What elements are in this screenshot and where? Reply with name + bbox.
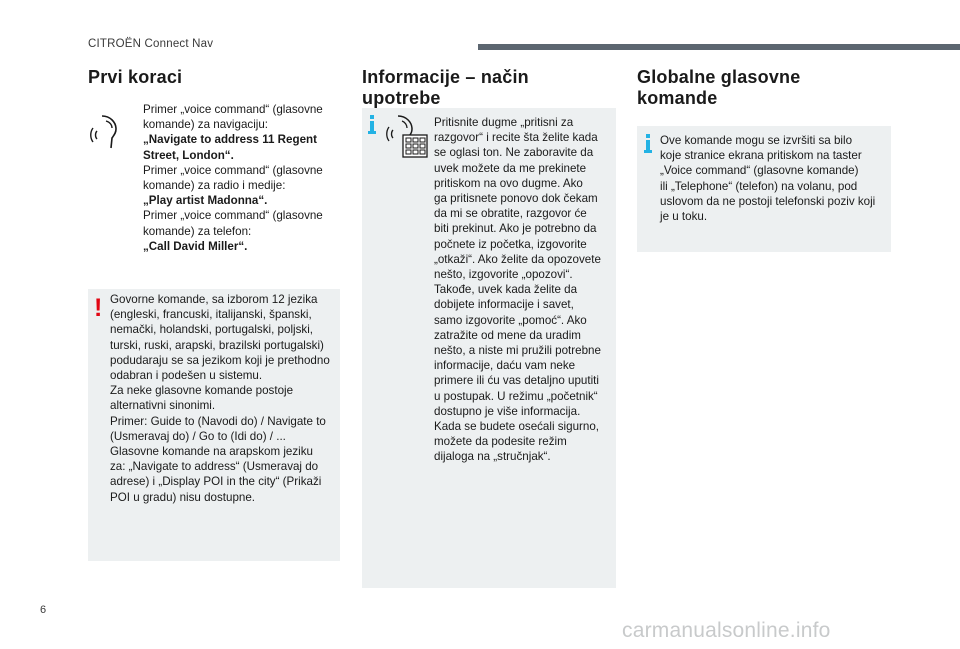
- info-icon: [366, 115, 378, 135]
- voice-command-icon: [88, 112, 128, 152]
- text-line: da mi se obratite, razgovor će: [434, 207, 587, 221]
- text-line: podudaraju se sa jezikom koji je prethodno: [110, 353, 330, 367]
- voice-keypad-icon: [384, 113, 430, 159]
- text-line: ga pritisnete ponovo dok čekam: [434, 192, 598, 206]
- header-title: CITROËN Connect Nav: [88, 38, 214, 50]
- text-line: „Call David Miller“.: [143, 239, 248, 253]
- text-line: je u toku.: [660, 210, 708, 224]
- watermark: carmanualsonline.info: [622, 619, 831, 642]
- voice-command-examples: [143, 102, 343, 254]
- text-line: informacije, daću vam neke: [434, 359, 576, 373]
- text-line: nešto, izgovorite „opozovi“.: [434, 268, 573, 282]
- text-line: dijaloga na „stručnjak“.: [434, 450, 551, 464]
- section-title-line: Informacije – način: [362, 67, 529, 87]
- global-commands-text: [660, 133, 890, 224]
- text-line: alternativni sinonimi.: [110, 399, 216, 413]
- text-line: za: „Navigate to address“ (Usmeravaj do: [110, 460, 319, 474]
- section-title-line: Globalne glasovne: [637, 67, 801, 87]
- text-line: Takođe, uvek kada želite da: [434, 283, 578, 297]
- text-line: pritiskom na ovo dugme. Ako: [434, 176, 583, 190]
- text-line: „otkaži“. Ako želite da opozovete: [434, 252, 601, 266]
- section-title-line: upotrebe: [362, 88, 441, 108]
- text-line: Govorne komande, sa izborom 12 jezika: [110, 293, 318, 306]
- text-line: se oglasi ton. Ne zaboravite da: [434, 146, 594, 160]
- warning-text: [110, 292, 342, 505]
- text-line: Kada se budete osećali sigurno,: [434, 420, 600, 434]
- text-line: POI u gradu) nisu dostupne.: [110, 490, 256, 504]
- text-line: adrese) i „Display POI in the city“ (Prikaži: [110, 475, 322, 489]
- text-line: Primer „voice command“ (glasovne: [143, 209, 323, 223]
- text-line: biti prekinut. Ako je potrebno da: [434, 222, 597, 236]
- header-bar: [478, 44, 960, 50]
- text-line: „Play artist Madonna“.: [143, 194, 268, 208]
- text-line: Primer „voice command“ (glasovne: [143, 163, 323, 177]
- text-line: odabran i podešen u sistemu.: [110, 369, 263, 383]
- text-line: samo izgovorite „pomoć“. Ako: [434, 313, 587, 327]
- text-line: (Usmeravaj do) / Go to (Idi do) / ...: [110, 429, 286, 443]
- text-line: Ove komande mogu se izvršiti sa bilo: [660, 134, 853, 147]
- text-line: počnete iz početka, izgovorite: [434, 237, 587, 251]
- text-line: turski, ruski, arapski, brazilski portugalski): [110, 338, 324, 352]
- text-line: dobijete informacije i savet,: [434, 298, 574, 312]
- text-line: Primer „voice command“ (glasovne: [143, 103, 323, 116]
- text-line: Primer: Guide to (Navodi do) / Navigate to: [110, 414, 326, 428]
- text-line: Za neke glasovne komande postoje: [110, 384, 294, 398]
- text-line: „Navigate to address 11 Regent: [143, 133, 317, 147]
- warning-icon: !: [94, 294, 103, 322]
- text-line: uslovom da ne postoji telefonski poziv koji: [660, 194, 876, 208]
- text-line: komande) za radio i medije:: [143, 179, 286, 193]
- info-icon: [642, 134, 654, 154]
- section-global-voice-commands: [637, 67, 897, 109]
- text-line: zatražite od mene da uradim: [434, 328, 581, 342]
- section-title-line: komande: [637, 88, 718, 108]
- section-usage-info: [362, 67, 622, 109]
- text-line: koje stranice ekrana pritiskom na taster: [660, 149, 862, 163]
- text-line: nemački, holandski, portugalski, poljski,: [110, 323, 313, 337]
- section-first-steps: [88, 67, 343, 88]
- usage-info-text: [434, 115, 614, 465]
- text-line: „Voice command“ (glasovne komande): [660, 164, 859, 178]
- text-line: komande) za telefon:: [143, 224, 252, 238]
- page-number: 6: [40, 604, 47, 616]
- text-line: primere ili ću vas detaljno uputiti: [434, 374, 599, 388]
- text-line: uvek možete da me prekinete: [434, 161, 587, 175]
- text-line: (engleski, francuski, italijanski, španski,: [110, 308, 312, 322]
- section-title-first-steps: Prvi koraci: [88, 67, 183, 87]
- text-line: Pritisnite dugme „pritisni za: [434, 116, 574, 129]
- text-line: možete da podesite režim: [434, 435, 567, 449]
- text-line: u postupak. U režimu „početnik“: [434, 389, 598, 403]
- text-line: Street, London“.: [143, 148, 234, 162]
- text-line: razgovor“ i recite šta želite kada: [434, 131, 598, 145]
- text-line: nešto, a niste mi pružili potrebne: [434, 344, 601, 358]
- text-line: ili „Telephone“ (telefon) na volanu, pod: [660, 179, 858, 193]
- text-line: Glasovne komande na arapskom jeziku: [110, 445, 313, 459]
- text-line: komande) za navigaciju:: [143, 118, 269, 132]
- text-line: dostupno je više informacija.: [434, 404, 581, 418]
